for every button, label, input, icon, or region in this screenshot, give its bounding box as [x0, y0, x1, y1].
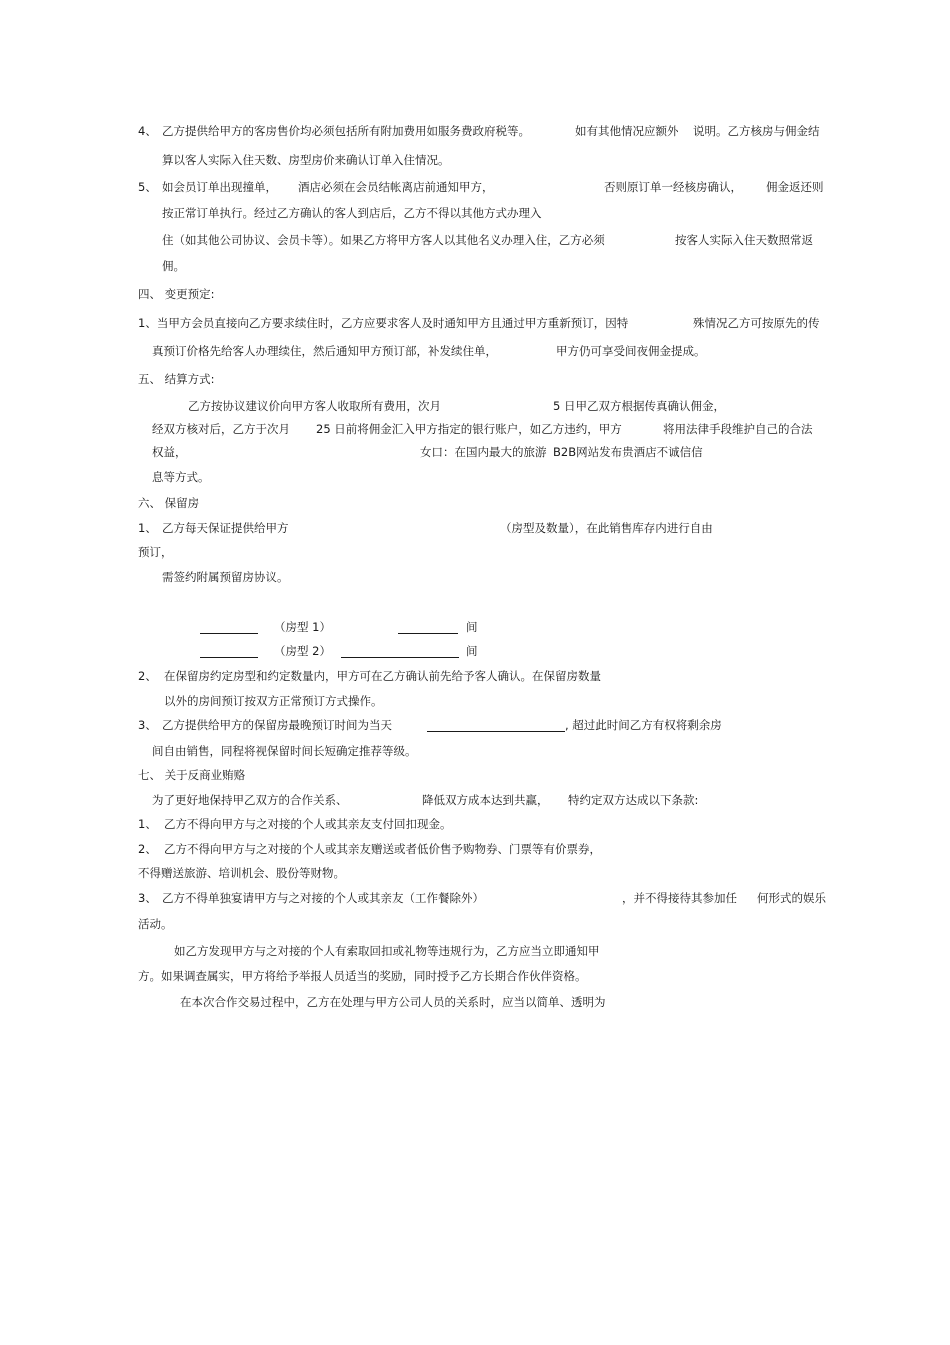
item-5-text-line3: 住（如其他公司协议、会员卡等）。如果乙方将甲方客人以其他名义办理入住，乙方必须 — [162, 233, 605, 247]
settlement-line3: 权益， — [152, 445, 187, 459]
item-4-number: 4、 — [138, 124, 157, 138]
anti-bribery-item-3-line2: 活动。 — [138, 917, 173, 931]
change-item-1: 1、当甲方会员直接向乙方要求续住时，乙方应要求客人及时通知甲方且通过甲方重新预订，因特 — [138, 316, 629, 330]
item-5-text-b: 酒店必须在会员结帐离店前通知甲方， — [298, 180, 494, 194]
settlement-line2-cont2: 将用法律手段维护自己的合法 — [663, 422, 813, 436]
reserve-item-1-text-cont: （房型及数量），在此销售库存内进行自由 — [500, 521, 713, 535]
room-type-1-blank — [200, 622, 258, 634]
settlement-line1-cont: 5 日甲乙双方根据传真确认佣金， — [553, 399, 725, 413]
anti-bribery-item-3-number: 3、 — [138, 891, 157, 905]
reserve-item-3-line2: 间自由销售，同程将视保留时间长短确定推荐等级。 — [152, 744, 417, 758]
settlement-line1: 乙方按协议建议价向甲方客人收取所有费用，次月 — [188, 399, 441, 413]
reserve-item-1-text: 乙方每天保证提供给甲方 — [162, 521, 289, 535]
settlement-line2: 经双方核对后，乙方于次月 — [152, 422, 290, 436]
anti-bribery-intro-cont2: 特约定双方达成以下条款: — [568, 793, 699, 807]
item-5-text-line4: 佣。 — [162, 259, 185, 273]
anti-bribery-intro: 为了更好地保持甲乙双方的合作关系、 — [152, 793, 348, 807]
reserve-item-2-number: 2、 — [138, 669, 157, 683]
anti-bribery-item-2-line2: 不得赠送旅游、培训机会、股份等财物。 — [138, 866, 345, 880]
section-heading-settlement: 五、 结算方式: — [138, 372, 215, 386]
change-item-1-cont: 殊情况乙方可按原先的传 — [693, 316, 820, 330]
reserve-item-2-text: 在保留房约定房型和约定数量内，甲方可在乙方确认前先给予客人确认。在保留房数量 — [164, 669, 601, 683]
settlement-line4: 息等方式。 — [152, 470, 210, 484]
section-heading-anti-bribery: 七、 关于反商业贿赂 — [138, 768, 246, 782]
section-heading-reserved-rooms: 六、 保留房 — [138, 496, 200, 510]
item-4-text-cont: 如有其他情况应额外 — [575, 124, 679, 138]
room-type-1-quantity-blank — [398, 622, 458, 634]
settlement-line3-cont: 女口：在国内最大的旅游 — [420, 445, 547, 459]
item-5-text: 如会员订单出现撞单， — [162, 180, 277, 194]
item-5-number: 5、 — [138, 180, 157, 194]
anti-bribery-item-3-text-cont2: 何形式的娱乐 — [757, 891, 826, 905]
reserve-item-1-number: 1、 — [138, 521, 157, 535]
anti-bribery-paragraph-1-line2: 方。如果调查属实，甲方将给予举报人员适当的奖励，同时授予乙方长期合作伙伴资格。 — [138, 969, 587, 983]
anti-bribery-item-3-text-cont: ，并不得接待其参加任 — [622, 891, 737, 905]
item-5-text-d: 佣金返还则 — [766, 180, 824, 194]
anti-bribery-intro-cont: 降低双方成本达到共赢， — [422, 793, 549, 807]
reserve-item-2-line2: 以外的房间预订按双方正常预订方式操作。 — [164, 694, 383, 708]
room-type-2-quantity-blank — [341, 646, 459, 658]
room-type-1-unit: 间 — [466, 620, 478, 634]
reserve-item-3-text: 乙方提供给甲方的保留房最晚预订时间为当天 — [162, 718, 392, 732]
item-4-text: 乙方提供给甲方的客房售价均必须包括所有附加费用如服务费政府税等。 — [162, 124, 530, 138]
reserve-item-1-line2: 预订， — [138, 545, 173, 559]
anti-bribery-item-1-text: 乙方不得向甲方与之对接的个人或其亲友支付回扣现金。 — [164, 817, 452, 831]
change-item-1-line2: 真预订价格先给客人办理续住，然后通知甲方预订部，补发续住单， — [152, 344, 497, 358]
settlement-line2-cont: 25 日前将佣金汇入甲方指定的银行账户，如乙方违约，甲方 — [316, 422, 622, 436]
anti-bribery-paragraph-2: 在本次合作交易过程中，乙方在处理与甲方公司人员的关系时，应当以简单、透明为 — [180, 995, 606, 1009]
room-type-2-blank — [200, 646, 258, 658]
reserve-item-1-line3: 需签约附属预留房协议。 — [162, 570, 289, 584]
section-heading-change: 四、 变更预定: — [138, 287, 215, 301]
anti-bribery-item-3-text: 乙方不得单独宴请甲方与之对接的个人或其亲友（工作餐除外） — [162, 891, 484, 905]
item-5-text-line2: 按正常订单执行。经过乙方确认的客人到店后，乙方不得以其他方式办理入 — [162, 206, 542, 220]
room-type-2-unit: 间 — [466, 644, 478, 658]
anti-bribery-item-2-number: 2、 — [138, 842, 157, 856]
room-type-1-label: （房型 1） — [274, 620, 331, 634]
settlement-line3-cont2: B2B网站发布贵酒店不诚信信 — [553, 445, 703, 459]
item-4-text-cont2: 说明。乙方核房与佣金结 — [693, 124, 820, 138]
anti-bribery-item-2-text: 乙方不得向甲方与之对接的个人或其亲友赠送或者低价售予购物券、门票等有价票券， — [164, 842, 601, 856]
room-type-2-label: （房型 2） — [274, 644, 331, 658]
anti-bribery-paragraph-1: 如乙方发现甲方与之对接的个人有索取回扣或礼物等违规行为，乙方应当立即通知甲 — [174, 944, 600, 958]
change-item-1-line2-cont: 甲方仍可享受间夜佣金提成。 — [556, 344, 706, 358]
reserve-item-3-time-blank — [427, 720, 565, 732]
reserve-item-3-number: 3、 — [138, 718, 157, 732]
anti-bribery-item-1-number: 1、 — [138, 817, 157, 831]
item-4-text-line2: 算以客人实际入住天数、房型房价来确认订单入住情况。 — [162, 153, 450, 167]
reserve-item-3-text-cont: , 超过此时间乙方有权将剩余房 — [565, 718, 722, 732]
item-5-text-line3-cont: 按客人实际入住天数照常返 — [675, 233, 813, 247]
item-5-text-c: 否则原订单一经核房确认， — [604, 180, 742, 194]
